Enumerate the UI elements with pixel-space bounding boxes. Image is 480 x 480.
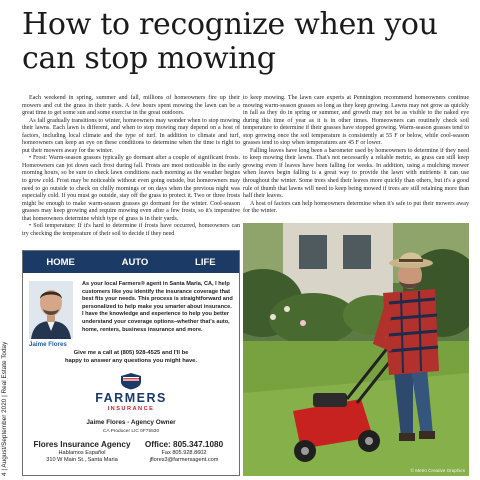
- agency-address: 310 W Main St., Santa Maria: [46, 457, 118, 464]
- ad-copy: As your local Farmers® agent in Santa Maria, CA, I help customers like you identify the insurance coverage that best fits your needs. This process is straightforward and personalized to help make you smarter about insurance. I have the knowledge and experience to help you better understand your coverage options–whether that's auto, home, renters, business insurance and more.: [82, 281, 233, 333]
- agent-portrait: [29, 281, 73, 339]
- article-paragraph: As fall gradually transitions to winter, homeowners may wonder when to stop mowing their lawns. Each lawn is different, and when to stop mowing may depend on a host of factors, including local climate and the type of turf. In addition to climate and turf, homeowners can keep an eye on these conditions to determine when the time is right to put their mowers away for the winter.: [22, 117, 240, 154]
- ad-call-to-action: [29, 350, 233, 365]
- ad-category-auto: AUTO: [121, 256, 149, 268]
- office-fax: Fax 805.928.8602: [161, 450, 207, 456]
- article-paragraph: Falling leaves have long been a barometer used by homeowners to determine if they need to keep mowing their lawns. That's not necessarily a reliable metric, as grass can still keep growing even if leaves have been falling for weeks. In addition, using a mulching mower when leaves begin falling is a great way to provide the lawn with nutrients it can use throughout the winter. Some trees shed their leaves more quickly than others, but it's a good rule of thumb that lawns will need to keep being mowed if trees are still retaining more than half their leaves.: [243, 147, 469, 200]
- producer-license: CA Producer LIC 0F75530: [102, 429, 160, 434]
- ad-category-home: HOME: [46, 256, 75, 268]
- agency-owner-line: Jaime Flores - Agency Owner: [86, 419, 176, 426]
- agent-photo-caption: Jaime Flores: [29, 341, 67, 348]
- article-column-right: [243, 95, 469, 216]
- ad-offer-line: Give me a call at (805) 928-4525 and I'll be: [73, 350, 189, 356]
- article-paragraph-soil: • Soil temperature: If it's hard to determine if frosts have occurred, homeowners can try checking the temperature of their soil to decide if they need: [22, 223, 240, 237]
- farmers-brand-name: FARMERS: [95, 391, 167, 405]
- article-paragraph: to keep mowing. The lawn care experts at Pennington recommend homeowners continue mowing warm-season grasses so long as they keep growing. Lawns may not grow as quickly in fall as they do in spring or summer, and growth may not be as visible to the naked eye during this time of year as it is in other times. Homeowners can routinely check soil temperature to determine if their grasses have stopped growing. Warm-season grasses tend to stop growing once the soil temperature is consistently at 55 F or below, while cool-season grasses tend to stop when temperatures are 45 F or lower.: [243, 95, 469, 147]
- office-email: jflores3@farmersagent.com: [149, 457, 219, 464]
- ad-category-life: LIFE: [195, 256, 216, 268]
- article-paragraph-frost: • Frost: Warm-season grasses typically go dormant after a couple of significant frosts. Homeowners can jot down each frost during fall. Frosts are most noticeable in the early morning hours, so be sure to check lawn conditions each morning as the weather begins to grow cold. Frost may be noticeable without even going outside, but homeowners may need to go outside to check on chilly mornings or on days when the previous night was especially cold. If you must go outside, stay off the grass to protect it. Two or three frosts might be enough to make warm-season grasses go dormant for the winter. Cool-season grasses may keep growing and require mowing even after a few frosts, so it's imperative that homeowners determine which type of grass is in their yards.: [22, 155, 240, 222]
- photo-credit: © Metro Creative Graphics: [410, 468, 465, 473]
- page-spine-folio: 4 | August/September 2020 | Real Estate Today: [1, 341, 8, 476]
- ad-category-bar: [23, 251, 239, 273]
- article-paragraph: A host of factors can help homeowners determine when it's safe to put their mowers away for the winter.: [243, 200, 469, 215]
- lawn-mowing-photo: [243, 223, 469, 476]
- article-title: How to recognize when you can stop mowing: [22, 7, 438, 76]
- agency-language: Hablamos Español: [58, 450, 106, 456]
- office-phone: Office: 805.347.1080: [144, 440, 224, 449]
- farmers-brand-subtitle: INSURANCE: [107, 406, 155, 412]
- article-column-left: [22, 95, 240, 238]
- article-paragraph: Each weekend in spring, summer and fall, millions of homeowners fire up their mowers and cut the grass in their yards. A few hours spent mowing the lawn can be a great time to get some sun and some exercise in the great outdoors.: [22, 95, 240, 117]
- lawn-mowing-illustration: [243, 223, 469, 476]
- agency-name: Flores Insurance Agency: [33, 440, 131, 449]
- ad-offer-line: happy to answer any questions you might have.: [64, 357, 198, 364]
- agency-phone-block: [135, 440, 233, 464]
- farmers-insurance-ad: [22, 250, 240, 476]
- agency-contact-block: [33, 440, 131, 464]
- farmers-shield-logo-icon: [105, 372, 157, 390]
